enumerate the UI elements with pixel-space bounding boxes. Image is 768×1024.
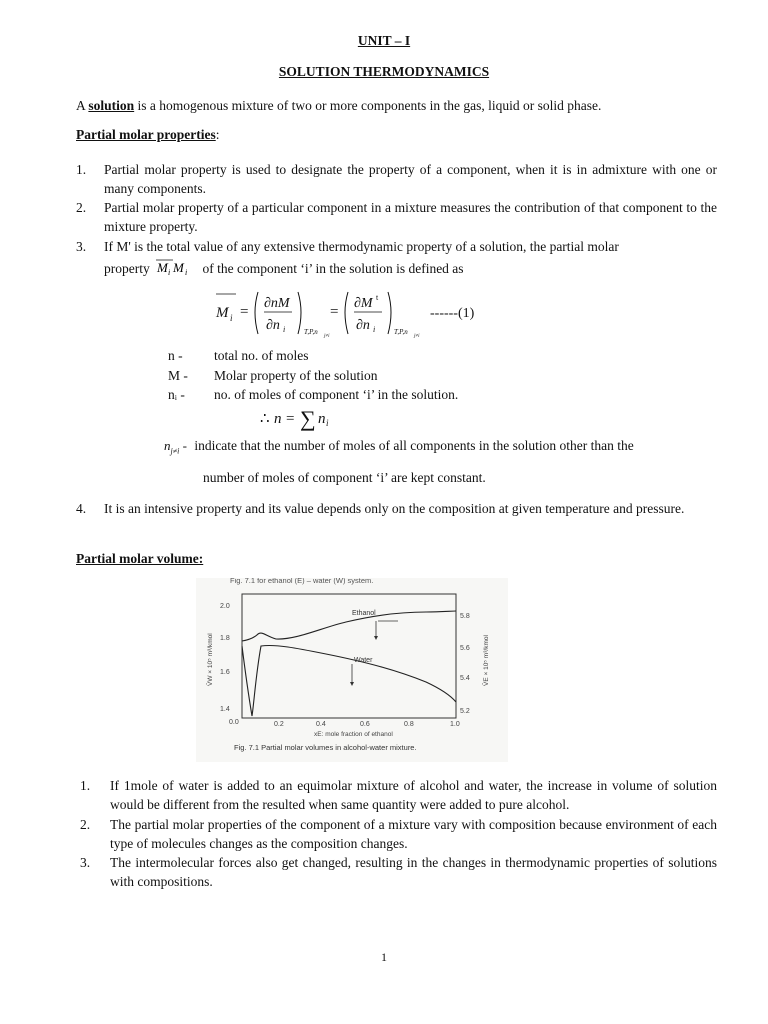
definition-value: no. of moles of component ‘i’ in the solution.	[214, 387, 459, 402]
nj-symbol: $n_{j\ne i}$ -	[164, 438, 187, 456]
figure-top-caption: Fig. 7.1 for ethanol (E) – water (W) system.	[230, 578, 374, 585]
y-left-axis-label: V̄W × 10⁵ m³/kmol	[207, 633, 214, 686]
list-item	[76, 499, 718, 537]
ethanol-arrow-head	[374, 636, 378, 640]
list-item-text: The intermolecular forces also get changed, resulting in the changes in thermodynamic properties of solutions with compositions.	[110, 855, 717, 889]
ethanol-label: Ethanol	[352, 610, 376, 617]
svg-text:t: t	[376, 293, 379, 302]
list-item-number: 1.	[80, 778, 91, 793]
list-item-number: 3.	[80, 855, 91, 870]
svg-text:∂n: ∂n	[356, 318, 370, 333]
definition-value: total no. of moles	[214, 348, 309, 363]
y-right-tick-label: 5.2	[460, 708, 470, 715]
svg-text:i: i	[283, 325, 286, 334]
definition-n	[168, 346, 568, 365]
nj-explanation	[164, 436, 724, 461]
partial-molar-volume-figure	[196, 578, 508, 762]
sum-equation	[258, 405, 368, 431]
partial-molar-equation	[212, 284, 512, 344]
x-tick-label: 0.0	[229, 719, 239, 726]
intro-paragraph	[76, 96, 718, 115]
svg-text:i: i	[185, 268, 188, 276]
y-right-tick-label: 5.6	[460, 645, 470, 652]
list-item	[80, 815, 720, 853]
svg-text:j≠i: j≠i	[414, 334, 420, 339]
svg-text:=: =	[240, 304, 249, 320]
svg-text:i: i	[168, 268, 171, 276]
section1-heading-suffix: :	[215, 127, 220, 142]
svg-text:=: =	[286, 411, 295, 427]
water-label: Water	[354, 657, 373, 664]
x-tick-label: 0.8	[404, 721, 414, 728]
water-arrow-head	[350, 682, 354, 686]
ethanol-curve	[242, 611, 456, 641]
list-item-number: 1.	[76, 162, 87, 177]
svg-text:i: i	[230, 313, 233, 323]
intro-post: is a homogenous mixture of two or more components in the gas, liquid or solid phase.	[134, 98, 602, 113]
list-item-text: If 1mole of water is added to an equimolar mixture of alcohol and water, the increase in volume of solution would be different from the resulted when same quantity were added to pure alcohol.	[110, 778, 717, 812]
water-curve	[242, 645, 456, 716]
equation-number: ------(1)	[430, 306, 475, 321]
list-item-text: Partial molar property is used to designate the property of a component, when it is in admixture with one or many components.	[104, 162, 717, 196]
definition-key: nᵢ -	[168, 387, 185, 402]
list-item	[76, 160, 718, 198]
list-item	[80, 776, 720, 814]
list-item-text: The partial molar properties of the component of a mixture vary with composition because environment of each type of molecules changes as the composition changes.	[110, 817, 717, 851]
section-heading-partial-molar-properties	[76, 127, 220, 143]
page-title: SOLUTION THERMODYNAMICS	[278, 64, 490, 79]
x-axis-label: xE: mole fraction of ethanol	[314, 731, 393, 738]
list-item-text: Partial molar property of a particular component in a mixture measures the contribution of that component to the mixture property.	[104, 200, 717, 234]
list-item	[80, 853, 720, 891]
list-item-number: 4.	[76, 501, 87, 516]
nj-text-line1: indicate that the number of moles of all components in the solution other than the	[194, 438, 634, 453]
plot-frame	[242, 594, 456, 718]
x-tick-label: 0.6	[360, 721, 370, 728]
svg-text:∂n: ∂n	[266, 318, 280, 333]
svg-text:j≠i: j≠i	[324, 334, 330, 339]
list-item-text: It is an intensive property and its value depends only on the composition at given temperature and pressure.	[104, 501, 685, 516]
list-item-text-post: of the component ‘i’ in the solution is defined as	[202, 261, 464, 276]
definition-key: n -	[168, 348, 183, 363]
figure-graphic	[196, 578, 508, 762]
intro-term: solution	[88, 98, 135, 113]
svg-text:M: M	[216, 305, 229, 321]
partial-molar-symbol	[153, 258, 199, 276]
list-item-text: If M' is the total value of any extensive thermodynamic property of a solution, the partial molar	[104, 239, 619, 254]
list-item	[76, 198, 718, 236]
definition-value: Molar property of the solution	[214, 368, 378, 383]
section-heading-partial-molar-volume: Partial molar volume:	[76, 551, 204, 566]
svg-text:∂M: ∂M	[354, 296, 373, 311]
figure-caption: Fig. 7.1 Partial molar volumes in alcohol-water mixture.	[234, 743, 417, 752]
page-number: 1	[381, 950, 387, 964]
y-right-tick-label: 5.4	[460, 675, 470, 682]
svg-text:i: i	[373, 325, 376, 334]
x-tick-label: 0.4	[316, 721, 326, 728]
y-right-axis-label: V̄E × 10⁵ m³/kmol	[483, 635, 490, 686]
y-left-tick-label: 1.8	[220, 635, 230, 642]
svg-text:M: M	[173, 260, 184, 275]
definition-m	[168, 366, 568, 385]
svg-text:M: M	[157, 260, 168, 275]
y-right-tick-label: 5.8	[460, 613, 470, 620]
svg-text:i: i	[326, 418, 329, 428]
x-tick-label: 0.2	[274, 721, 284, 728]
list-item-number: 2.	[76, 200, 87, 215]
svg-text:n: n	[274, 411, 282, 427]
x-tick-label: 1.0	[450, 721, 460, 728]
y-left-tick-label: 1.6	[220, 669, 230, 676]
svg-text:∴: ∴	[260, 411, 270, 427]
svg-text:n: n	[318, 411, 326, 427]
unit-title: UNIT – I	[357, 33, 411, 48]
svg-text:∑: ∑	[300, 406, 316, 431]
list-item-number: 2.	[80, 817, 91, 832]
y-left-tick-label: 1.4	[220, 706, 230, 713]
svg-text:T,P,n: T,P,n	[304, 328, 318, 336]
svg-text:=: =	[330, 304, 339, 320]
svg-text:∂nM: ∂nM	[264, 296, 290, 311]
y-left-tick-label: 2.0	[220, 603, 230, 610]
definition-ni	[168, 385, 568, 404]
list-item-continuation	[104, 258, 464, 278]
list-item-number: 3.	[76, 239, 87, 254]
svg-text:T,P,n: T,P,n	[394, 328, 408, 336]
intro-pre: A	[76, 98, 89, 113]
list-item-text-pre: property	[104, 261, 150, 276]
nj-text-line2: number of moles of component ‘i’ are kept constant.	[203, 470, 486, 485]
section1-heading-text: Partial molar properties	[76, 127, 216, 142]
definition-key: M -	[168, 368, 188, 383]
